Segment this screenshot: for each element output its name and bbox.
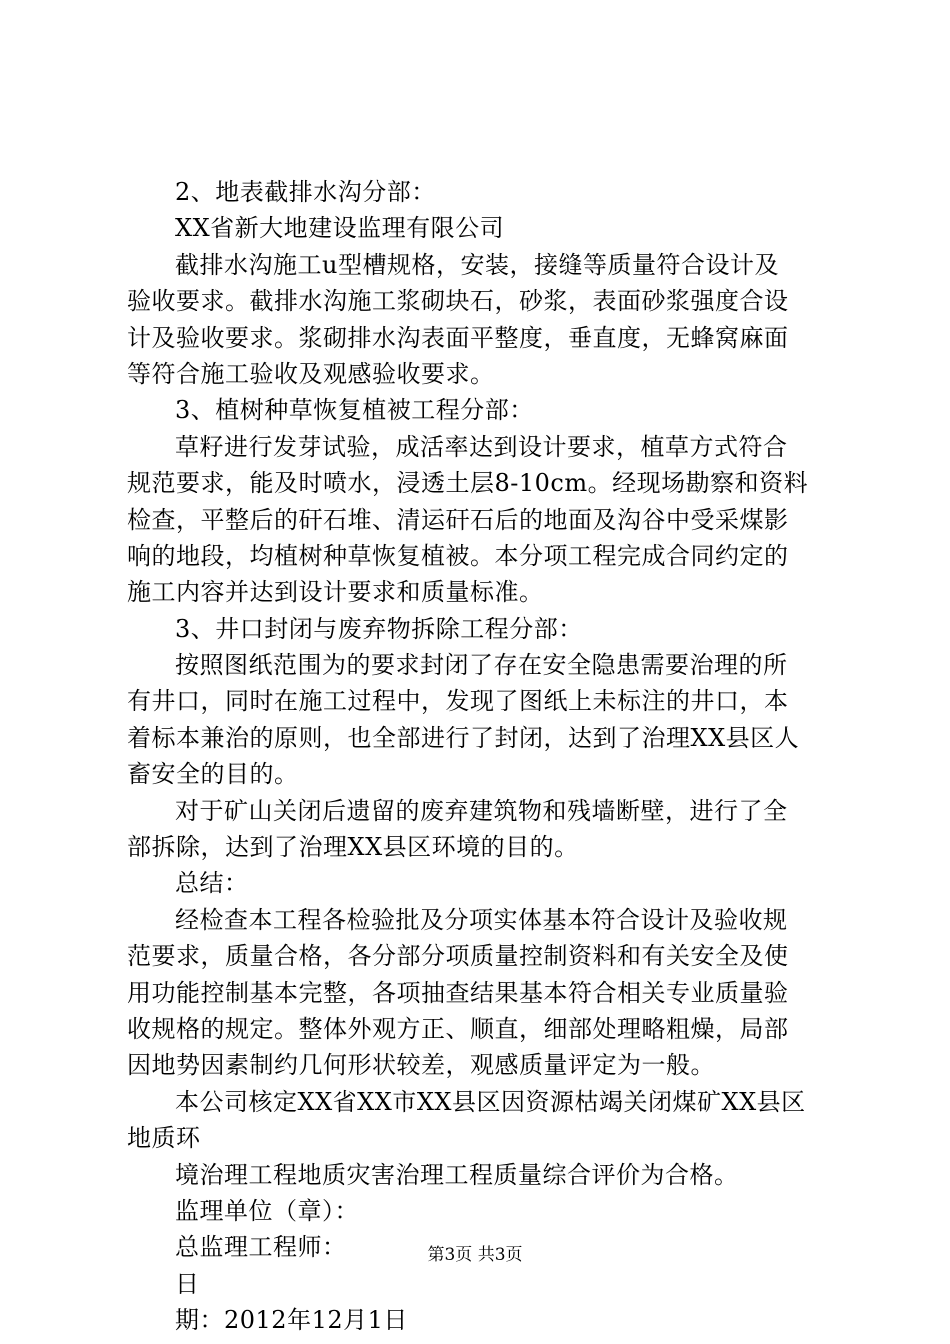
text-line: 2、地表截排水沟分部： <box>175 178 436 206</box>
text-line: 因地势因素制约几何形状较差，观感质量评定为一般。 <box>127 1051 715 1080</box>
text-line: 对于矿山关闭后遗留的废弃建筑物和残墙断壁，进行了全 <box>175 796 788 825</box>
text-line: 等符合施工验收及观感验收要求。 <box>127 359 495 388</box>
text-line: 施工内容并达到设计要求和质量标准。 <box>127 578 544 607</box>
text-line: 畜安全的目的。 <box>127 760 299 789</box>
text-line: 期：2012年12月1日 <box>175 1306 408 1335</box>
text-line: 草籽进行发芽试验，成活率达到设计要求，植草方式符合 <box>175 432 788 461</box>
text-line: 按照图纸范围为的要求封闭了存在安全隐患需要治理的所 <box>175 651 788 680</box>
text-line: 用功能控制基本完整，各项抽查结果基本符合相关专业质量验 <box>127 978 789 1007</box>
text-line: 着标本兼治的原则，也全部进行了封闭，达到了治理XX县区人 <box>127 723 800 752</box>
text-line: 总监理工程师： <box>175 1233 347 1262</box>
text-line: 截排水沟施工u型槽规格，安装，接缝等质量符合设计及 <box>175 250 779 279</box>
document-body <box>127 174 835 1339</box>
text-line: 验收要求。截排水沟施工浆砌块石，砂浆，表面砂浆强度合设 <box>127 287 789 316</box>
text-line: 日 <box>175 1269 200 1298</box>
text-line: 有井口，同时在施工过程中，发现了图纸上未标注的井口，本 <box>127 687 789 716</box>
text-line: 计及验收要求。浆砌排水沟表面平整度，垂直度，无蜂窝麻面 <box>127 323 789 352</box>
text-line: 检查，平整后的矸石堆、清运矸石后的地面及沟谷中受采煤影 <box>127 505 789 534</box>
text-line: 规范要求，能及时喷水，浸透土层8-10cm。经现场勘察和资料 <box>127 469 809 498</box>
page-footer: 第3页 共3页 <box>427 1245 523 1265</box>
text-line: 地质环 <box>127 1124 201 1153</box>
text-line: 响的地段，均植树种草恢复植被。本分项工程完成合同约定的 <box>127 541 789 570</box>
text-line: 监理单位（章）： <box>175 1196 359 1225</box>
text-line: 境治理工程地质灾害治理工程质量综合评价为合格。 <box>175 1160 739 1189</box>
text-line: 范要求，质量合格，各分部分项质量控制资料和有关安全及使 <box>127 942 789 971</box>
text-line: 3、井口封闭与废弃物拆除工程分部： <box>175 614 583 643</box>
text-line: 本公司核定XX省XX市XX县区因资源枯竭关闭煤矿XX县区 <box>175 1087 806 1116</box>
text-line: 经检查本工程各检验批及分项实体基本符合设计及验收规 <box>175 905 788 934</box>
text-line: 收规格的规定。整体外观方正、顺直，细部处理略粗燥，局部 <box>127 1014 789 1043</box>
text-line: 部拆除，达到了治理XX县区环境的目的。 <box>127 833 579 862</box>
text-line: 3、植树种草恢复植被工程分部： <box>175 396 534 425</box>
text-line: XX省新大地建设监理有限公司 <box>175 214 505 243</box>
text-line: 总结： <box>175 869 249 898</box>
